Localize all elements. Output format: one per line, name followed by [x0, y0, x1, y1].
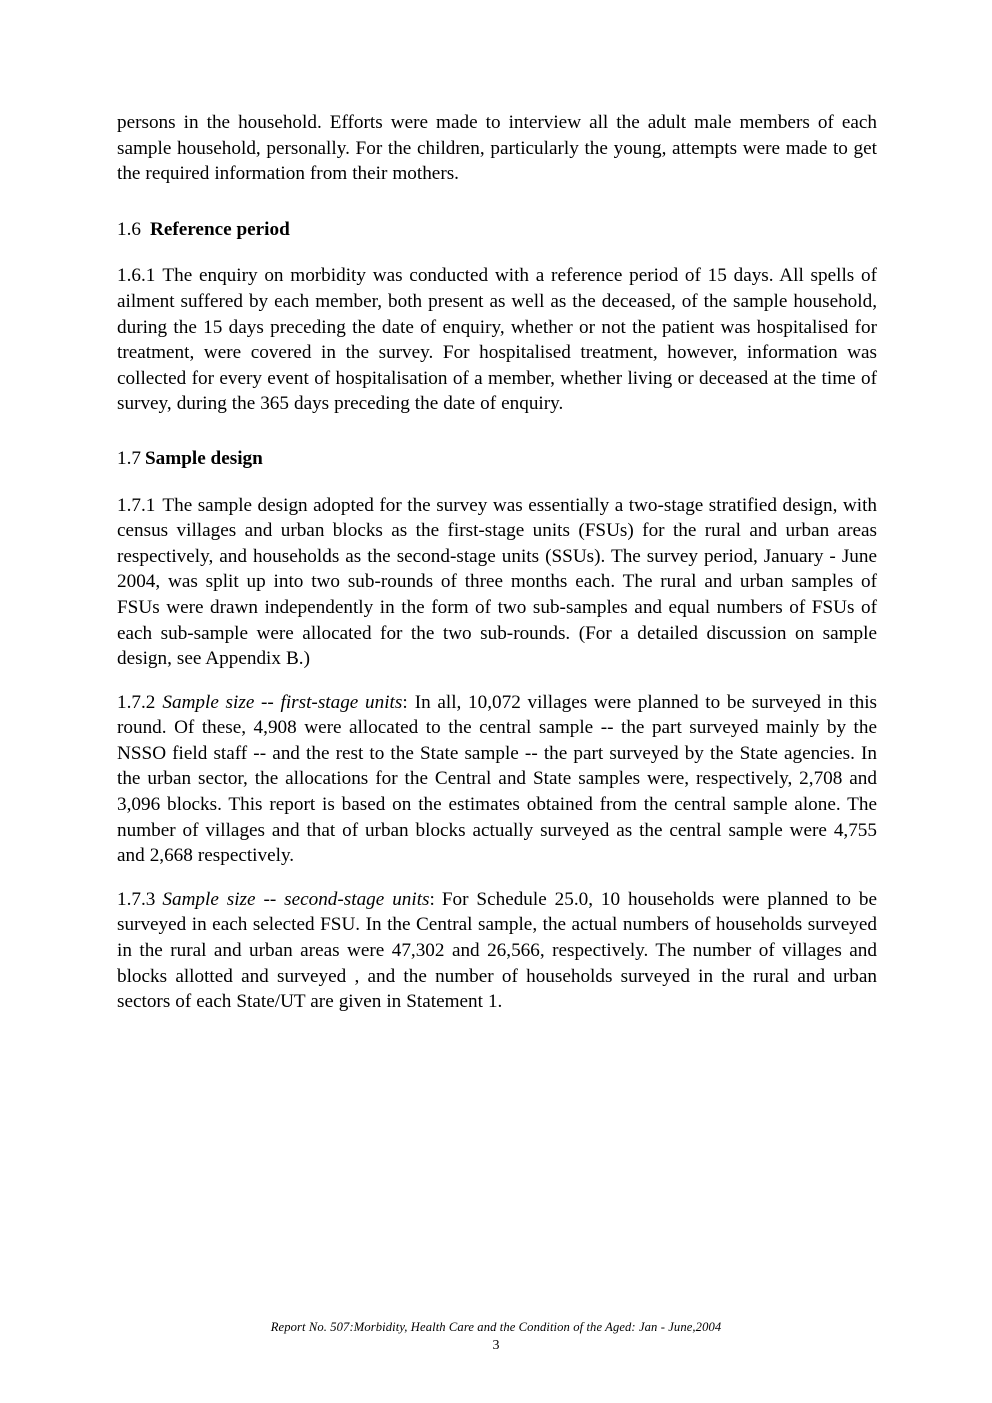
paragraph-1-7-3-colon: :: [429, 888, 435, 910]
paragraph-1-7-3-number: 1.7.3: [117, 888, 156, 910]
paragraph-1-7-3-italic-lead: Sample size -- second-stage units: [162, 888, 430, 910]
heading-1-6-number: 1.6: [117, 218, 141, 240]
paragraph-1-7-2: [117, 690, 877, 869]
paragraph-intro-text: persons in the household. Efforts were made to interview all the adult male members of each sample household, personally. For the children, particularly the young, attempts were made to get the required information from their mothers.: [117, 112, 877, 185]
paragraph-1-6-1-number: 1.6.1: [117, 265, 156, 287]
heading-1-7-title: Sample design: [144, 447, 263, 469]
paragraph-1-6-1-text: The enquiry on morbidity was conducted with a reference period of 15 days. All spells of ailment suffered by each member, both present as well as the deceased, of the sample household, during the 15 days preceding the date of enquiry, whether or not the patient was hospitalised for treatment, were covered in the survey. For hospitalised treatment, however, information was collected for every event of hospitalisation of a member, whether living or deceased at the time of survey, during the 365 days preceding the date of enquiry.: [117, 265, 877, 415]
footer-report-title: Report No. 507:Morbidity, Health Care and the Condition of the Aged: Jan - June,2004: [270, 1320, 722, 1334]
heading-1-6: [117, 217, 877, 243]
paragraph-1-7-1-text: The sample design adopted for the survey was essentially a two-stage stratified design, with census villages and urban blocks as the first-stage units (FSUs) for the rural and urban areas respectively, and households as the second-stage units (SSUs). The survey period, January - June 2004, was split up into two sub-rounds of three months each. The rural and urban samples of FSUs were drawn independently in the form of two sub-samples and equal numbers of FSUs of each sub-sample were allocated for the two sub-rounds. (For a detailed discussion on sample design, see Appendix B.): [117, 494, 877, 670]
paragraph-intro: [117, 110, 877, 187]
paragraph-1-7-3-text: For Schedule 25.0, 10 households were planned to be surveyed in each selected FSU. In the Central sample, the actual numbers of households surveyed in the rural and urban areas were 47,302 and 26,566, respectively. The number of villages and blocks allotted and surveyed , and the number of households surveyed in the rural and urban sectors of each State/UT are given in Statement 1.: [117, 888, 877, 1013]
heading-1-7-number: 1.7: [117, 447, 141, 469]
paragraph-1-7-1: [117, 493, 877, 672]
heading-1-7: [117, 446, 877, 472]
paragraph-1-6-1: [117, 263, 877, 417]
paragraph-1-7-2-number: 1.7.2: [117, 691, 156, 713]
paragraph-1-7-2-text: In all, 10,072 villages were planned to be surveyed in this round. Of these, 4,908 were allocated to the central sample -- the part surveyed mainly by the NSSO field staff -- and the rest to the State sample -- the part surveyed by the State agencies. In the urban sector, the allocations for the Central and State samples were, respectively, 2,708 and 3,096 blocks. This report is based on the estimates obtained from the central sample alone. The number of villages and that of urban blocks actually surveyed as the central sample were 4,755 and 2,668 respectively.: [117, 691, 877, 867]
paragraph-1-7-3: [117, 887, 877, 1015]
page-number: 3: [492, 1338, 500, 1353]
paragraph-1-7-1-number: 1.7.1: [117, 494, 156, 516]
heading-1-6-title: Reference period: [149, 218, 290, 240]
paragraph-1-7-2-colon: :: [402, 691, 408, 713]
paragraph-1-7-2-italic-lead: Sample size -- first-stage units: [162, 691, 403, 713]
page-footer: [0, 1319, 992, 1355]
page-content: [117, 110, 877, 1015]
